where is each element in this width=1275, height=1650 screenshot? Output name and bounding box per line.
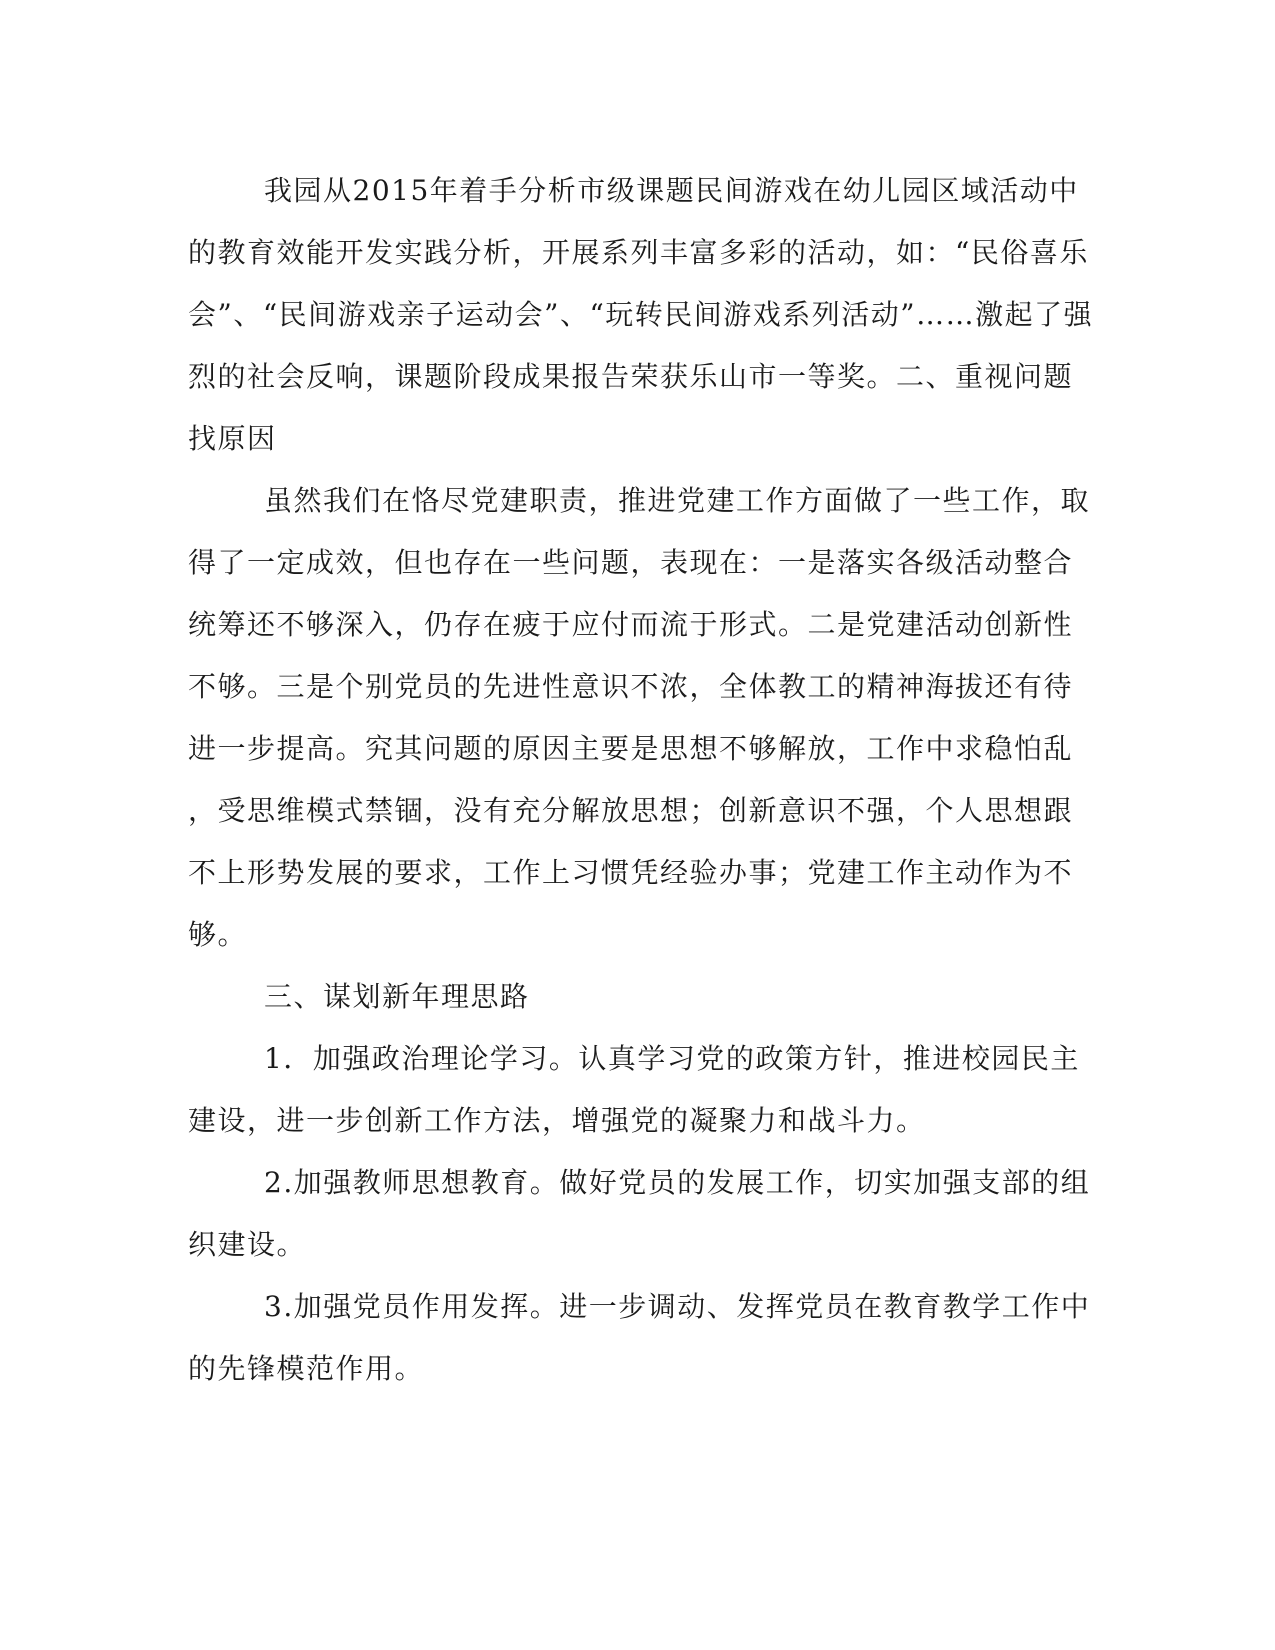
text-line: 统筹还不够深入，仍存在疲于应付而流于形式。二是党建活动创新性	[188, 608, 1074, 641]
paragraph-problems	[188, 470, 1091, 966]
text-line: 我园从2015年着手分析市级课题民间游戏在幼儿园区域活动中	[264, 174, 1079, 207]
text-line: 3.加强党员作用发挥。进一步调动、发挥党员在教育教学工作中	[264, 1290, 1091, 1323]
text-line: ，受思维模式禁锢，没有充分解放思想；创新意识不强，个人思想跟	[188, 794, 1074, 827]
text-line: 的教育效能开发实践分析，开展系列丰富多彩的活动，如：“民俗喜乐	[188, 236, 1089, 269]
text-line: 1．加强政治理论学习。认真学习党的政策方针，推进校园民主	[264, 1042, 1080, 1075]
text-line: 进一步提高。究其问题的原因主要是思想不够解放，工作中求稳怕乱	[188, 732, 1074, 765]
list-item-2	[188, 1152, 1091, 1276]
heading-line: 三、谋划新年理思路	[264, 980, 530, 1013]
paragraph-project-results	[188, 160, 1094, 470]
text-line: 的先锋模范作用。	[188, 1352, 425, 1385]
text-line: 织建设。	[188, 1228, 307, 1261]
text-line: 得了一定成效，但也存在一些问题，表现在：一是落实各级活动整合	[188, 546, 1074, 579]
document-body	[188, 160, 1094, 1400]
text-line: 找原因	[188, 422, 277, 455]
text-line: 虽然我们在恪尽党建职责，推进党建工作方面做了一些工作，取	[264, 484, 1091, 517]
text-line: 不够。三是个别党员的先进性意识不浓，全体教工的精神海拔还有待	[188, 670, 1074, 703]
list-item-3	[188, 1276, 1091, 1400]
text-line: 烈的社会反响，课题阶段成果报告荣获乐山市一等奖。二、重视问题	[188, 360, 1074, 393]
text-line: 会”、“民间游戏亲子运动会”、“玩转民间游戏系列活动”……激起了强	[188, 298, 1094, 331]
text-line: 建设，进一步创新工作方法，增强党的凝聚力和战斗力。	[188, 1104, 926, 1137]
text-line: 不上形势发展的要求，工作上习惯凭经验办事；党建工作主动作为不	[188, 856, 1074, 889]
list-item-1	[188, 1028, 1078, 1152]
text-line: 2.加强教师思想教育。做好党员的发展工作，切实加强支部的组	[264, 1166, 1091, 1199]
text-line: 够。	[188, 918, 248, 951]
section-heading	[188, 966, 1078, 1028]
